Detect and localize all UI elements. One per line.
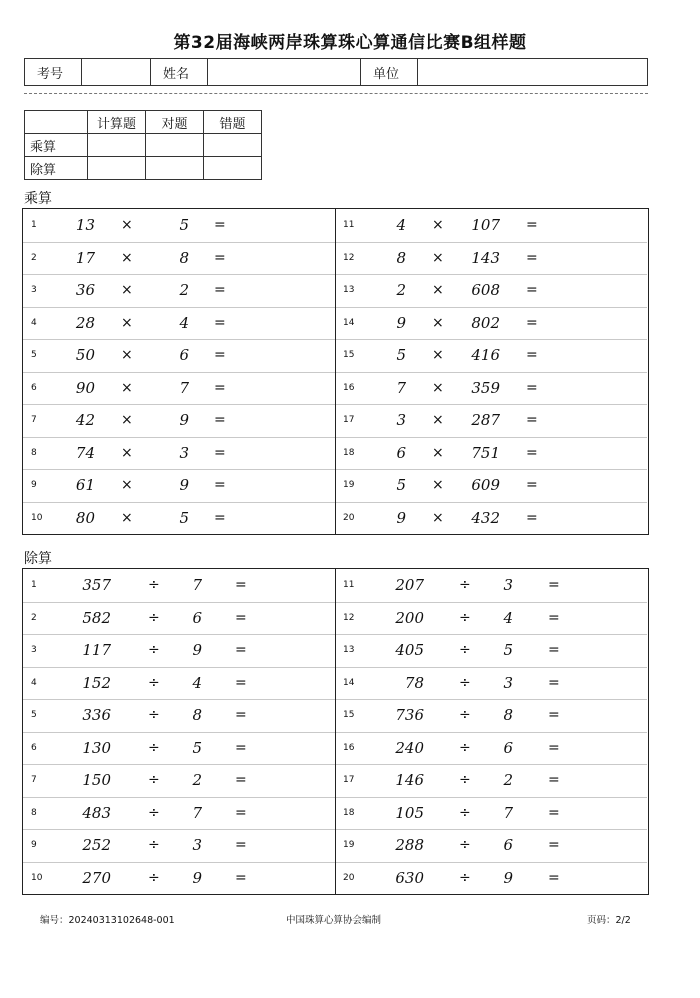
equals-sign: = (526, 509, 538, 526)
equals-sign: = (235, 674, 247, 691)
operand-a: 9 (396, 508, 406, 527)
operator-sign: × (432, 217, 444, 233)
problem-row (23, 502, 335, 535)
problem-number: 16 (343, 382, 355, 393)
operand-a: 150 (82, 771, 111, 789)
problem-row (23, 469, 335, 503)
equals-sign: = (214, 477, 226, 493)
operand-b: 8 (179, 248, 189, 267)
operand-b: 751 (471, 443, 500, 462)
problem-row (23, 307, 335, 341)
operator-sign: × (121, 347, 133, 363)
operand-a: 5 (396, 346, 406, 364)
operand-a: 207 (395, 576, 424, 594)
operand-b: 4 (503, 608, 513, 627)
problem-number: 4 (31, 677, 37, 688)
operand-b: 2 (192, 771, 202, 789)
operand-b: 8 (192, 706, 202, 724)
problem-number: 10 (31, 512, 43, 523)
operand-b: 143 (471, 248, 500, 267)
name-label: 姓名 (151, 59, 208, 86)
unit-label: 单位 (361, 59, 418, 86)
operator-sign: × (432, 282, 444, 298)
problem-number: 17 (343, 415, 355, 425)
equals-sign: = (548, 869, 560, 886)
problem-row (23, 404, 335, 438)
score-cell[interactable] (146, 157, 204, 180)
score-cell[interactable] (204, 157, 262, 180)
problem-row (23, 699, 335, 733)
operator-sign: × (432, 412, 444, 428)
problem-row (336, 829, 647, 863)
operand-b: 287 (471, 411, 500, 429)
equals-sign: = (235, 739, 247, 756)
problem-number: 14 (343, 317, 355, 328)
operand-a: 13 (75, 216, 95, 234)
equals-sign: = (548, 674, 560, 691)
problem-row (336, 274, 647, 308)
problem-row (336, 634, 647, 668)
score-header: 计算题 (88, 111, 146, 134)
operator-sign: ÷ (459, 772, 471, 788)
operand-b: 4 (192, 673, 202, 692)
operand-a: 17 (75, 248, 95, 267)
equals-sign: = (214, 379, 226, 396)
problem-number: 3 (31, 645, 37, 655)
problem-row (336, 307, 647, 341)
operand-a: 117 (82, 641, 111, 659)
operand-b: 9 (192, 868, 202, 887)
operand-b: 4 (179, 313, 189, 332)
operand-b: 608 (471, 281, 500, 299)
operand-b: 5 (179, 216, 189, 234)
equals-sign: = (526, 282, 538, 298)
equals-sign: = (526, 477, 538, 493)
section-label-division: 除算 (24, 551, 52, 567)
operator-sign: × (432, 379, 444, 396)
score-header: 错题 (204, 111, 262, 134)
operand-b: 5 (503, 641, 513, 659)
problem-number: 1 (31, 580, 37, 590)
operator-sign: × (432, 444, 444, 461)
operand-b: 6 (192, 608, 202, 627)
operand-a: 28 (75, 313, 95, 332)
footer-page: 页码：2/2 (587, 915, 631, 926)
operator-sign: × (121, 444, 133, 461)
problem-number: 12 (343, 252, 355, 263)
operator-sign: × (432, 347, 444, 363)
operand-a: 8 (396, 248, 406, 267)
equals-sign: = (235, 642, 247, 658)
operand-b: 2 (503, 771, 513, 789)
equals-sign: = (235, 577, 247, 593)
operand-a: 582 (82, 608, 111, 627)
problem-number: 18 (343, 807, 355, 818)
equals-sign: = (235, 869, 247, 886)
problem-number: 8 (31, 447, 37, 458)
equals-sign: = (548, 804, 560, 821)
operator-sign: ÷ (148, 609, 160, 626)
operand-b: 6 (179, 346, 189, 364)
footer-org: 中国珠算心算协会编制 (286, 915, 382, 926)
equals-sign: = (235, 707, 247, 723)
equals-sign: = (214, 217, 226, 233)
problem-row (23, 437, 335, 471)
operand-a: 336 (82, 706, 111, 724)
equals-sign: = (235, 609, 247, 626)
operator-sign: × (121, 314, 133, 331)
operator-sign: × (121, 379, 133, 396)
equals-sign: = (526, 379, 538, 396)
cut-line (24, 93, 648, 94)
problem-row (336, 764, 647, 798)
operand-a: 252 (82, 836, 111, 854)
operator-sign: ÷ (459, 739, 471, 756)
operator-sign: ÷ (148, 707, 160, 723)
problem-row (23, 764, 335, 798)
operand-b: 3 (503, 673, 513, 692)
operand-a: 78 (404, 673, 424, 692)
problem-row (23, 797, 335, 831)
operator-sign: ÷ (459, 642, 471, 658)
problem-number: 5 (31, 350, 37, 360)
problem-number: 18 (343, 447, 355, 458)
operand-b: 432 (471, 508, 500, 527)
score-cell[interactable] (146, 134, 204, 157)
operand-a: 80 (75, 508, 95, 527)
score-header-corner (25, 111, 88, 134)
exam-no-field[interactable] (82, 59, 151, 86)
operand-a: 61 (75, 476, 95, 494)
equals-sign: = (526, 217, 538, 233)
problem-row (336, 699, 647, 733)
equals-sign: = (235, 804, 247, 821)
problem-row (336, 339, 647, 373)
problem-number: 19 (343, 480, 355, 490)
operand-a: 105 (395, 803, 424, 822)
operand-b: 5 (192, 738, 202, 757)
candidate-info-table (24, 58, 648, 86)
operand-b: 107 (471, 216, 500, 234)
operand-b: 9 (179, 411, 189, 429)
problem-number: 2 (31, 252, 37, 263)
operator-sign: ÷ (459, 707, 471, 723)
operator-sign: ÷ (148, 642, 160, 658)
operand-a: 200 (395, 608, 424, 627)
problem-number: 15 (343, 710, 355, 720)
problem-row (336, 469, 647, 503)
name-field[interactable] (208, 59, 361, 86)
problem-row (23, 862, 335, 895)
problem-row (23, 274, 335, 308)
problem-row (336, 797, 647, 831)
operator-sign: ÷ (148, 577, 160, 593)
operator-sign: × (432, 314, 444, 331)
section-label-multiplication: 乘算 (24, 191, 52, 207)
operand-a: 7 (396, 378, 406, 397)
operator-sign: × (121, 217, 133, 233)
operand-a: 357 (82, 576, 111, 594)
operand-a: 240 (395, 738, 424, 757)
problem-row (336, 732, 647, 766)
equals-sign: = (526, 412, 538, 428)
equals-sign: = (235, 837, 247, 853)
operator-sign: × (432, 509, 444, 526)
page-title: 第32届海峡两岸珠算珠心算通信比赛B组样题 (173, 33, 527, 53)
problem-row (23, 372, 335, 406)
problem-number: 1 (31, 220, 37, 230)
operand-a: 3 (396, 411, 406, 429)
operator-sign: × (121, 509, 133, 526)
operand-b: 416 (471, 346, 500, 364)
problem-number: 17 (343, 775, 355, 785)
equals-sign: = (214, 412, 226, 428)
operand-a: 6 (396, 443, 406, 462)
problem-number: 6 (31, 742, 37, 753)
problem-number: 13 (343, 285, 355, 295)
problem-row (336, 862, 647, 895)
operand-b: 5 (179, 508, 189, 527)
score-cell[interactable] (88, 134, 146, 157)
equals-sign: = (214, 347, 226, 363)
score-table (24, 110, 262, 180)
problem-row (336, 502, 647, 535)
operand-b: 2 (179, 281, 189, 299)
operator-sign: ÷ (459, 609, 471, 626)
equals-sign: = (214, 249, 226, 266)
operand-b: 6 (503, 738, 513, 757)
problem-number: 4 (31, 317, 37, 328)
operator-sign: × (121, 412, 133, 428)
operand-b: 7 (503, 803, 513, 822)
operator-sign: ÷ (148, 869, 160, 886)
operand-b: 9 (179, 476, 189, 494)
operand-b: 7 (192, 576, 202, 594)
equals-sign: = (526, 347, 538, 363)
operator-sign: ÷ (459, 869, 471, 886)
problem-number: 10 (31, 872, 43, 883)
operator-sign: ÷ (148, 772, 160, 788)
operand-a: 90 (75, 378, 95, 397)
operator-sign: ÷ (148, 804, 160, 821)
score-row-label: 除算 (25, 157, 88, 180)
operand-a: 74 (75, 443, 95, 462)
problem-number: 6 (31, 382, 37, 393)
equals-sign: = (548, 642, 560, 658)
problem-number: 11 (343, 220, 355, 230)
unit-field[interactable] (418, 59, 648, 86)
operator-sign: ÷ (459, 674, 471, 691)
problem-row (23, 634, 335, 668)
operator-sign: ÷ (459, 577, 471, 593)
operand-a: 736 (395, 706, 424, 724)
problem-row (336, 242, 647, 276)
operand-a: 270 (82, 868, 111, 887)
problem-row (336, 602, 647, 636)
operand-b: 8 (503, 706, 513, 724)
operand-a: 4 (396, 216, 406, 234)
operand-a: 2 (396, 281, 406, 299)
equals-sign: = (548, 707, 560, 723)
equals-sign: = (548, 772, 560, 788)
operand-a: 42 (75, 411, 95, 429)
operand-b: 3 (179, 443, 189, 462)
operator-sign: × (432, 249, 444, 266)
operand-a: 405 (395, 641, 424, 659)
equals-sign: = (235, 772, 247, 788)
multiplication-problems (22, 208, 649, 535)
operand-a: 288 (395, 836, 424, 854)
operator-sign: × (121, 249, 133, 266)
operand-b: 9 (192, 641, 202, 659)
equals-sign: = (214, 314, 226, 331)
operator-sign: × (121, 477, 133, 493)
problem-row (336, 437, 647, 471)
operand-b: 609 (471, 476, 500, 494)
operand-a: 152 (82, 673, 111, 692)
equals-sign: = (214, 509, 226, 526)
operand-a: 9 (396, 313, 406, 332)
equals-sign: = (526, 444, 538, 461)
equals-sign: = (214, 282, 226, 298)
problem-number: 12 (343, 612, 355, 623)
problem-number: 9 (31, 840, 37, 850)
score-cell[interactable] (204, 134, 262, 157)
problem-number: 20 (343, 872, 355, 883)
operand-a: 130 (82, 738, 111, 757)
operand-a: 483 (82, 803, 111, 822)
problem-row (336, 667, 647, 701)
problem-row (23, 339, 335, 373)
problem-row (23, 667, 335, 701)
equals-sign: = (526, 314, 538, 331)
operator-sign: × (121, 282, 133, 298)
equals-sign: = (214, 444, 226, 461)
problem-number: 13 (343, 645, 355, 655)
operand-a: 50 (75, 346, 95, 364)
operand-b: 802 (471, 313, 500, 332)
operator-sign: ÷ (459, 837, 471, 853)
operand-b: 7 (179, 378, 189, 397)
problem-number: 5 (31, 710, 37, 720)
problem-row (23, 732, 335, 766)
operator-sign: ÷ (148, 739, 160, 756)
problem-row (336, 404, 647, 438)
problem-number: 14 (343, 677, 355, 688)
problem-number: 15 (343, 350, 355, 360)
problem-number: 16 (343, 742, 355, 753)
operator-sign: ÷ (459, 804, 471, 821)
operand-b: 7 (192, 803, 202, 822)
division-problems (22, 568, 649, 895)
operand-b: 9 (503, 868, 513, 887)
problem-row (23, 209, 335, 243)
operator-sign: ÷ (148, 837, 160, 853)
score-header: 对题 (146, 111, 204, 134)
problem-row (23, 569, 335, 603)
equals-sign: = (548, 837, 560, 853)
problem-row (336, 209, 647, 243)
equals-sign: = (548, 609, 560, 626)
problem-number: 7 (31, 415, 37, 425)
problem-row (336, 569, 647, 603)
operand-a: 630 (395, 868, 424, 887)
problem-row (23, 829, 335, 863)
equals-sign: = (548, 577, 560, 593)
footer-code: 编号：20240313102648-001 (40, 915, 175, 926)
problem-number: 19 (343, 840, 355, 850)
problem-row (336, 372, 647, 406)
operand-b: 359 (471, 378, 500, 397)
problem-row (23, 602, 335, 636)
operand-b: 3 (192, 836, 202, 854)
operand-a: 36 (75, 281, 95, 299)
score-row-label: 乘算 (25, 134, 88, 157)
operand-b: 6 (503, 836, 513, 854)
score-cell[interactable] (88, 157, 146, 180)
problem-row (23, 242, 335, 276)
operator-sign: × (432, 477, 444, 493)
exam-no-label: 考号 (25, 59, 82, 86)
problem-number: 20 (343, 512, 355, 523)
operand-a: 146 (395, 771, 424, 789)
operator-sign: ÷ (148, 674, 160, 691)
equals-sign: = (548, 739, 560, 756)
problem-number: 2 (31, 612, 37, 623)
problem-number: 11 (343, 580, 355, 590)
problem-number: 7 (31, 775, 37, 785)
equals-sign: = (526, 249, 538, 266)
operand-a: 5 (396, 476, 406, 494)
operand-b: 3 (503, 576, 513, 594)
problem-number: 3 (31, 285, 37, 295)
problem-number: 8 (31, 807, 37, 818)
problem-number: 9 (31, 480, 37, 490)
